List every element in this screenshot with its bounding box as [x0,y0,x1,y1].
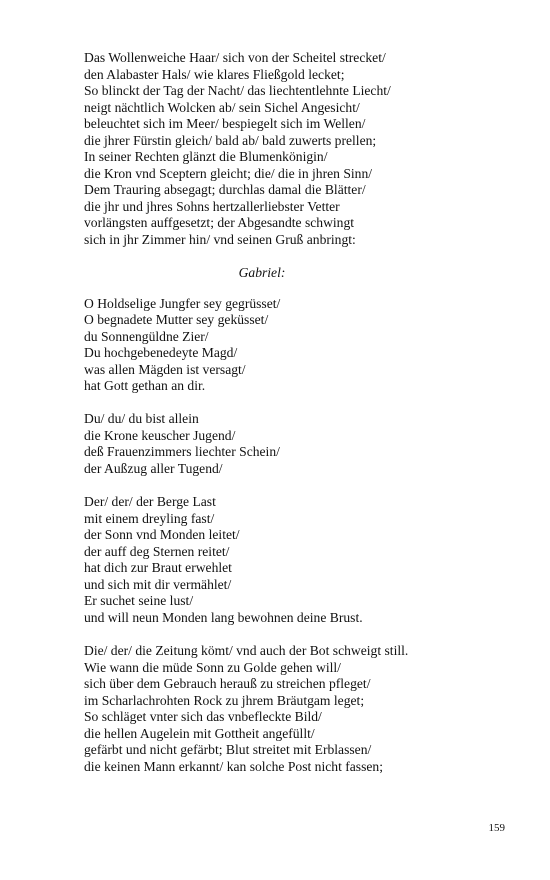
stanza-1 [84,296,504,395]
text-line: die jhr und jhres Sohns hertzallerliebster Vetter [84,198,340,214]
text-line: Du hochgebenedeyte Magd/ [84,345,238,361]
text-line: und will neun Monden lang bewohnen deine Brust. [84,609,363,625]
text-line: sich über dem Gebrauch herauß zu streichen pfleget/ [84,676,371,692]
text-line: Du/ du/ du bist allein [84,411,199,427]
stanza-2 [84,411,504,477]
text-block [84,50,504,792]
text-line: vorlängsten auffgesetzt; der Abgesandte schwingt [84,215,355,231]
text-line: O begnadete Mutter sey geküsset/ [84,312,269,328]
text-line: So blinckt der Tag der Nacht/ das liechtentlehnte Liecht/ [84,83,391,99]
speaker-heading: Gabriel: [238,265,286,281]
text-line: du Sonnengüldne Zier/ [84,328,209,344]
text-line: und sich mit dir vermählet/ [84,576,232,592]
text-line: neigt nächtlich Wolcken ab/ sein Sichel Angesicht/ [84,99,360,115]
text-line: So schläget vnter sich das vnbefleckte Bild/ [84,709,322,725]
text-line: beleuchtet sich im Meer/ bespiegelt sich im Wellen/ [84,116,366,132]
text-line: Die/ der/ die Zeitung kömt/ vnd auch der Bot schweigt still. [84,642,409,658]
text-line: O Holdselige Jungfer sey gegrüsset/ [84,295,281,311]
text-line: Der/ der/ der Berge Last [84,494,216,510]
stanza-4 [84,643,504,775]
text-line: hat dich zur Braut erwehlet [84,560,232,576]
text-line: Das Wollenweiche Haar/ sich von der Scheitel strecket/ [84,50,386,65]
text-line: Er suchet seine lust/ [84,593,194,609]
text-line: der auff deg Sternen reitet/ [84,543,230,559]
text-line: deß Frauenzimmers liechter Schein/ [84,444,280,460]
text-line: die jhrer Fürstin gleich/ bald ab/ bald zuwerts prellen; [84,132,377,148]
text-line: die Kron vnd Sceptern gleicht; die/ die in jhren Sinn/ [84,165,373,181]
page-number: 159 [488,822,505,834]
text-line: der Außzug aller Tugend/ [84,461,223,477]
text-line: der Sonn vnd Monden leitet/ [84,527,240,543]
text-line: sich in jhr Zimmer hin/ vnd seinen Gruß anbringt: [84,232,356,248]
text-line: Dem Trauring absegagt; durchlas damal die Blätter/ [84,182,366,198]
text-line: gefärbt und nicht gefärbt; Blut streitet mit Erblassen/ [84,742,372,758]
text-line: den Alabaster Hals/ wie klares Fließgold lecket; [84,66,345,82]
text-line: die Krone keuscher Jugend/ [84,427,236,443]
text-line: im Scharlachrohten Rock zu jhrem Bräutgam leget; [84,692,365,708]
text-line: die hellen Augelein mit Gottheit angefüllt/ [84,725,315,741]
intro-passage [84,50,504,249]
text-line: die keinen Mann erkannt/ kan solche Post nicht fassen; [84,758,383,774]
text-line: In seiner Rechten glänzt die Blumenkönigin/ [84,149,328,165]
text-line: was allen Mägden ist versagt/ [84,361,246,377]
text-line: mit einem dreyling fast/ [84,510,215,526]
stanza-3 [84,494,504,626]
text-line: hat Gott gethan an dir. [84,378,206,394]
text-line: Wie wann die müde Sonn zu Golde gehen will/ [84,659,341,675]
